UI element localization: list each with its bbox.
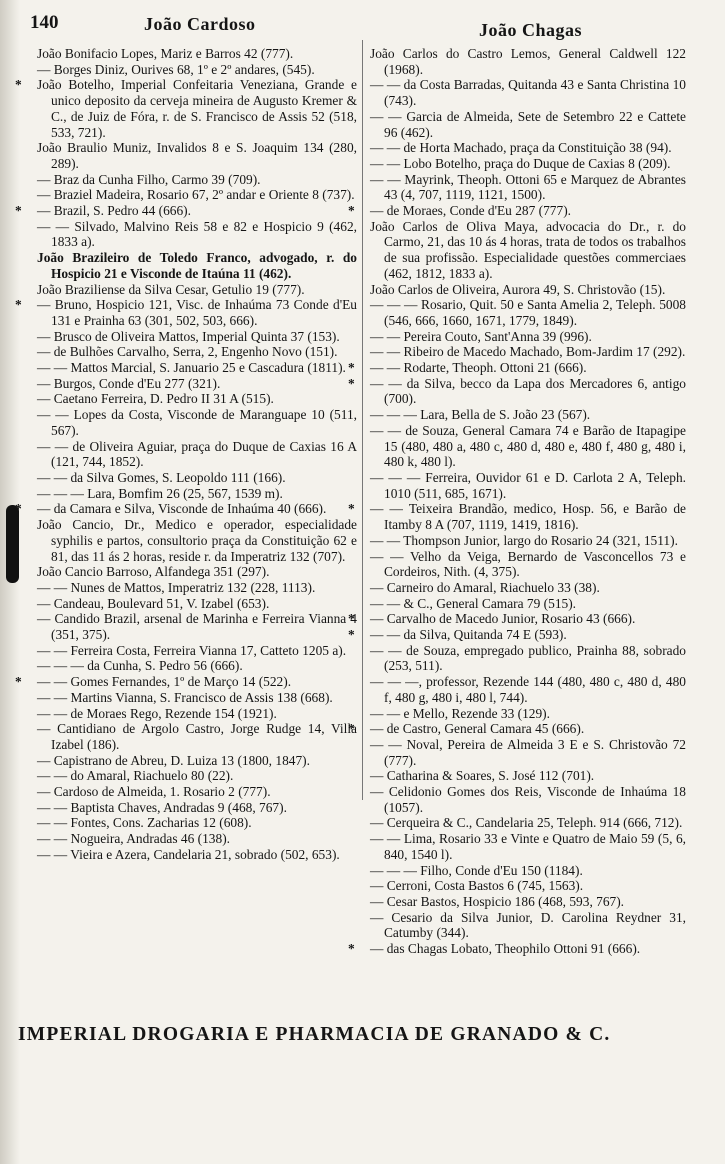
directory-entry: — — Thompson Junior, largo do Rosario 24 (321, 1511). — [370, 532, 678, 548]
directory-entry: — Candeau, Boulevard 51, V. Izabel (653). — [37, 595, 270, 611]
directory-entry: — — de Souza, empregado publico, Prainha 88, sobrado (253, 511). — [370, 642, 686, 674]
directory-entry: João Braziliense da Silva Cesar, Getulio 19 (777). — [37, 281, 305, 297]
directory-entry: * — Carvalho de Macedo Junior, Rosario 43 (666). — [370, 611, 686, 627]
directory-entry: — — de Horta Machado, praça da Constituição 38 (94). — [370, 140, 672, 156]
directory-entry: — — de Souza, General Camara 74 e Barão de Itapagipe 15 (480, 480 a, 480 c, 480 d, 480 e, 480 f, 480 g, 480 i, 480 k, 480 l). — [370, 422, 686, 470]
directory-entry: João Cancio, Dr., Medico e operador, especialidade syphilis e partos, consultorio praça da Constituição 62 e 81, das 11 ás 2 horas, reside r. da Imperatriz 132 (707). — [37, 517, 357, 564]
directory-entry: — Burgos, Conde d'Eu 277 (321). — [37, 375, 221, 391]
directory-entry: — Cardoso de Almeida, 1. Rosario 2 (777). — [37, 784, 271, 800]
directory-entry: — Cesario da Silva Junior, D. Carolina Reydner 31, Catumby (344). — [370, 909, 686, 941]
header-left-title: João Cardoso — [144, 14, 256, 34]
directory-entry: — — Baptista Chaves, Andradas 9 (468, 767). — [37, 799, 287, 815]
directory-entry: — — Ribeiro de Macedo Machado, Bom-Jardim 17 (292). — [370, 344, 686, 360]
directory-entry: — — e Mello, Rezende 33 (129). — [370, 705, 550, 721]
directory-entry: — — Lopes da Costa, Visconde de Maranguape 10 (511, 567). — [37, 407, 357, 438]
directory-entry: — Cantidiano de Argolo Castro, Jorge Rudge 14, Villa Izabel (186). — [37, 721, 357, 752]
directory-entry: * — Brazil, S. Pedro 44 (666). — [37, 203, 357, 219]
directory-entry: * — — da Silva, Quitanda 74 E (593). — [370, 627, 686, 643]
directory-entry: João Bonifacio Lopes, Mariz e Barros 42 (777). — [37, 46, 294, 61]
directory-entry: — — Ferreira Costa, Ferreira Vianna 17, Catteto 1205 a). — [37, 642, 347, 658]
ink-blot — [6, 505, 19, 583]
directory-entry: — Borges Diniz, Ourives 68, 1º e 2º andares, (545). — [37, 61, 315, 77]
directory-entry: — Capistrano de Abreu, D. Luiza 13 (1800, 1847). — [37, 752, 310, 768]
directory-entry: * — — Gomes Fernandes, 1º de Março 14 (522). — [37, 674, 357, 690]
directory-entry: — — — Ferreira, Ouvidor 61 e D. Carlota 2 A, Teleph. 1010 (511, 685, 1671). — [370, 469, 686, 501]
directory-entry: — — de Oliveira Aguiar, praça do Duque de Caxias 16 A (121, 744, 1852). — [37, 438, 357, 470]
directory-entry: — — — da Cunha, S. Pedro 56 (666). — [37, 658, 243, 674]
directory-entry: — Brusco de Oliveira Mattos, Imperial Quinta 37 (153). — [37, 328, 340, 344]
column-divider — [362, 40, 363, 800]
left-column — [37, 46, 357, 863]
directory-entry: — — Martins Vianna, S. Francisco de Assis 138 (668). — [37, 689, 333, 705]
right-column — [370, 46, 686, 957]
directory-entry: * — — Rodarte, Theoph. Ottoni 21 (666). — [370, 360, 686, 376]
directory-entry: — — Lima, Rosario 33 e Vinte e Quatro de Maio 59 (5, 6, 840, 1540 l). — [370, 831, 686, 862]
directory-entry: — Catharina & Soares, S. José 112 (701). — [370, 768, 595, 784]
directory-entry: — — Mattos Marcial, S. Januario 25 e Cascadura (1811). — [37, 360, 346, 376]
directory-entry: — Cerqueira & C., Candelaria 25, Teleph. 914 (666, 712). — [370, 815, 683, 831]
directory-entry: * — de Moraes, Conde d'Eu 287 (777). — [370, 203, 686, 219]
directory-entry: — — —, professor, Rezende 144 (480, 480 c, 480 d, 480 f, 480 g, 480 i, 480 l, 744). — [370, 674, 686, 705]
directory-entry: — — da Silva Gomes, S. Leopoldo 111 (166). — [37, 469, 286, 485]
directory-entry: — — — Lara, Bella de S. João 23 (567). — [370, 407, 591, 423]
directory-entry: — — Noval, Pereira de Almeida 3 E e S. Christovão 72 (777). — [370, 736, 686, 768]
directory-entry: João Carlos do Castro Lemos, General Caldwell 122 (1968). — [370, 46, 686, 77]
directory-entry: — — — Lara, Bomfim 26 (25, 567, 1539 m). — [37, 485, 283, 501]
directory-entry: * — de Castro, General Camara 45 (666). — [370, 721, 686, 737]
directory-entry: — Celidonio Gomes dos Reis, Visconde de Inhaúma 18 (1057). — [370, 784, 686, 815]
directory-entry: João Carlos de Oliva Maya, advocacia do Dr., r. do Carmo, 21, das 10 ás 4 horas, trata de todos os trabalhos de sua profissão. Especialidade questões commerciaes (462, 1812, 1833 a). — [370, 218, 686, 281]
directory-entry: * — — Teixeira Brandão, medico, Hosp. 56, e Barão de Itamby 8 A (707, 1119, 1419, 1816). — [370, 501, 686, 532]
directory-entry: — — Pereira Couto, Sant'Anna 39 (996). — [370, 328, 592, 344]
advertisement-footer: IMPERIAL DROGARIA E PHARMACIA DE GRANADO & C. — [18, 1024, 611, 1045]
page-number: 140 — [30, 12, 59, 33]
directory-entry: * — Bruno, Hospicio 121, Visc. de Inhaúma 73 Conde d'Eu 131 e Prainha 63 (301, 502, 503, 666). — [37, 297, 357, 328]
directory-entry: * — da Camara e Silva, Visconde de Inhaúma 40 (666). — [37, 501, 357, 517]
directory-entry: — — & C., General Camara 79 (515). — [370, 595, 577, 611]
directory-entry: — Braziel Madeira, Rosario 67, 2º andar e Oriente 8 (737). — [37, 187, 355, 203]
directory-entry: — Cerroni, Costa Bastos 6 (745, 1563). — [370, 878, 584, 894]
header-right-title: João Chagas — [479, 20, 583, 40]
directory-entry: — — Fontes, Cons. Zacharias 12 (608). — [37, 815, 252, 831]
directory-entry: — — Silvado, Malvino Reis 58 e 82 e Hospicio 9 (462, 1833 a). — [37, 218, 357, 250]
directory-entry: — — Mayrink, Theoph. Ottoni 65 e Marquez de Abrantes 43 (4, 707, 1119, 1121, 1500). — [370, 171, 686, 203]
directory-entry: * — das Chagas Lobato, Theophilo Ottoni 91 (666). — [370, 941, 686, 957]
directory-entry: — — de Moraes Rego, Rezende 154 (1921). — [37, 705, 277, 721]
directory-entry: João Carlos de Oliveira, Aurora 49, S. Christovão (15). — [370, 281, 666, 297]
directory-entry: * João Botelho, Imperial Confeitaria Veneziana, Grande e unico deposito da cerveja mineira de Augusto Kremer & C., de Juiz de Fóra, r. de S. Francisco de Assis 52 (518, 533, 721). — [37, 77, 357, 140]
directory-entry: João Braulio Muniz, Invalidos 8 e S. Joaquim 134 (280, 289). — [37, 140, 357, 171]
directory-entry: — — — Rosario, Quit. 50 e Santa Amelia 2, Teleph. 5008 (546, 666, 1660, 1671, 1779, 1849). — [370, 297, 686, 328]
directory-entry: — — Garcia de Almeida, Sete de Setembro 22 e Cattete 96 (462). — [370, 108, 686, 140]
directory-entry: João Brazileiro de Toledo Franco, advogado, r. do Hospicio 21 e Visconde de Itaúna 11 (462). — [37, 250, 357, 281]
directory-entry: — Candido Brazil, arsenal de Marinha e Ferreira Vianna 4 (351, 375). — [37, 611, 357, 643]
directory-entry: — — Velho da Veiga, Bernardo de Vasconcellos 73 e Cordeiros, Nith. (4, 375). — [370, 548, 686, 580]
directory-entry: — — Nogueira, Andradas 46 (138). — [37, 831, 231, 847]
page-header — [24, 8, 695, 38]
directory-entry: — Cesar Bastos, Hospicio 186 (468, 593, 767). — [370, 893, 625, 909]
directory-entry: — — Nunes de Mattos, Imperatriz 132 (228, 1113). — [37, 579, 316, 595]
directory-entry: — — da Costa Barradas, Quitanda 43 e Santa Christina 10 (743). — [370, 77, 686, 109]
directory-entry: — de Bulhões Carvalho, Serra, 2, Engenho Novo (151). — [37, 344, 338, 360]
directory-entry: — — — Filho, Conde d'Eu 150 (1184). — [370, 862, 583, 878]
directory-entry: João Cancio Barroso, Alfandega 351 (297). — [37, 564, 270, 580]
directory-entry: — Carneiro do Amaral, Riachuelo 33 (38). — [370, 579, 600, 595]
directory-entry: — Caetano Ferreira, D. Pedro II 31 A (515). — [37, 391, 274, 407]
directory-entry: * — — da Silva, becco da Lapa dos Mercadores 6, antigo (700). — [370, 376, 686, 407]
directory-entry: — Braz da Cunha Filho, Carmo 39 (709). — [37, 171, 261, 187]
directory-entry: — — do Amaral, Riachuelo 80 (22). — [37, 768, 234, 784]
directory-entry: — — Lobo Botelho, praça do Duque de Caxias 8 (209). — [370, 155, 671, 171]
directory-entry: — — Vieira e Azera, Candelaria 21, sobrado (502, 653). — [37, 846, 340, 862]
